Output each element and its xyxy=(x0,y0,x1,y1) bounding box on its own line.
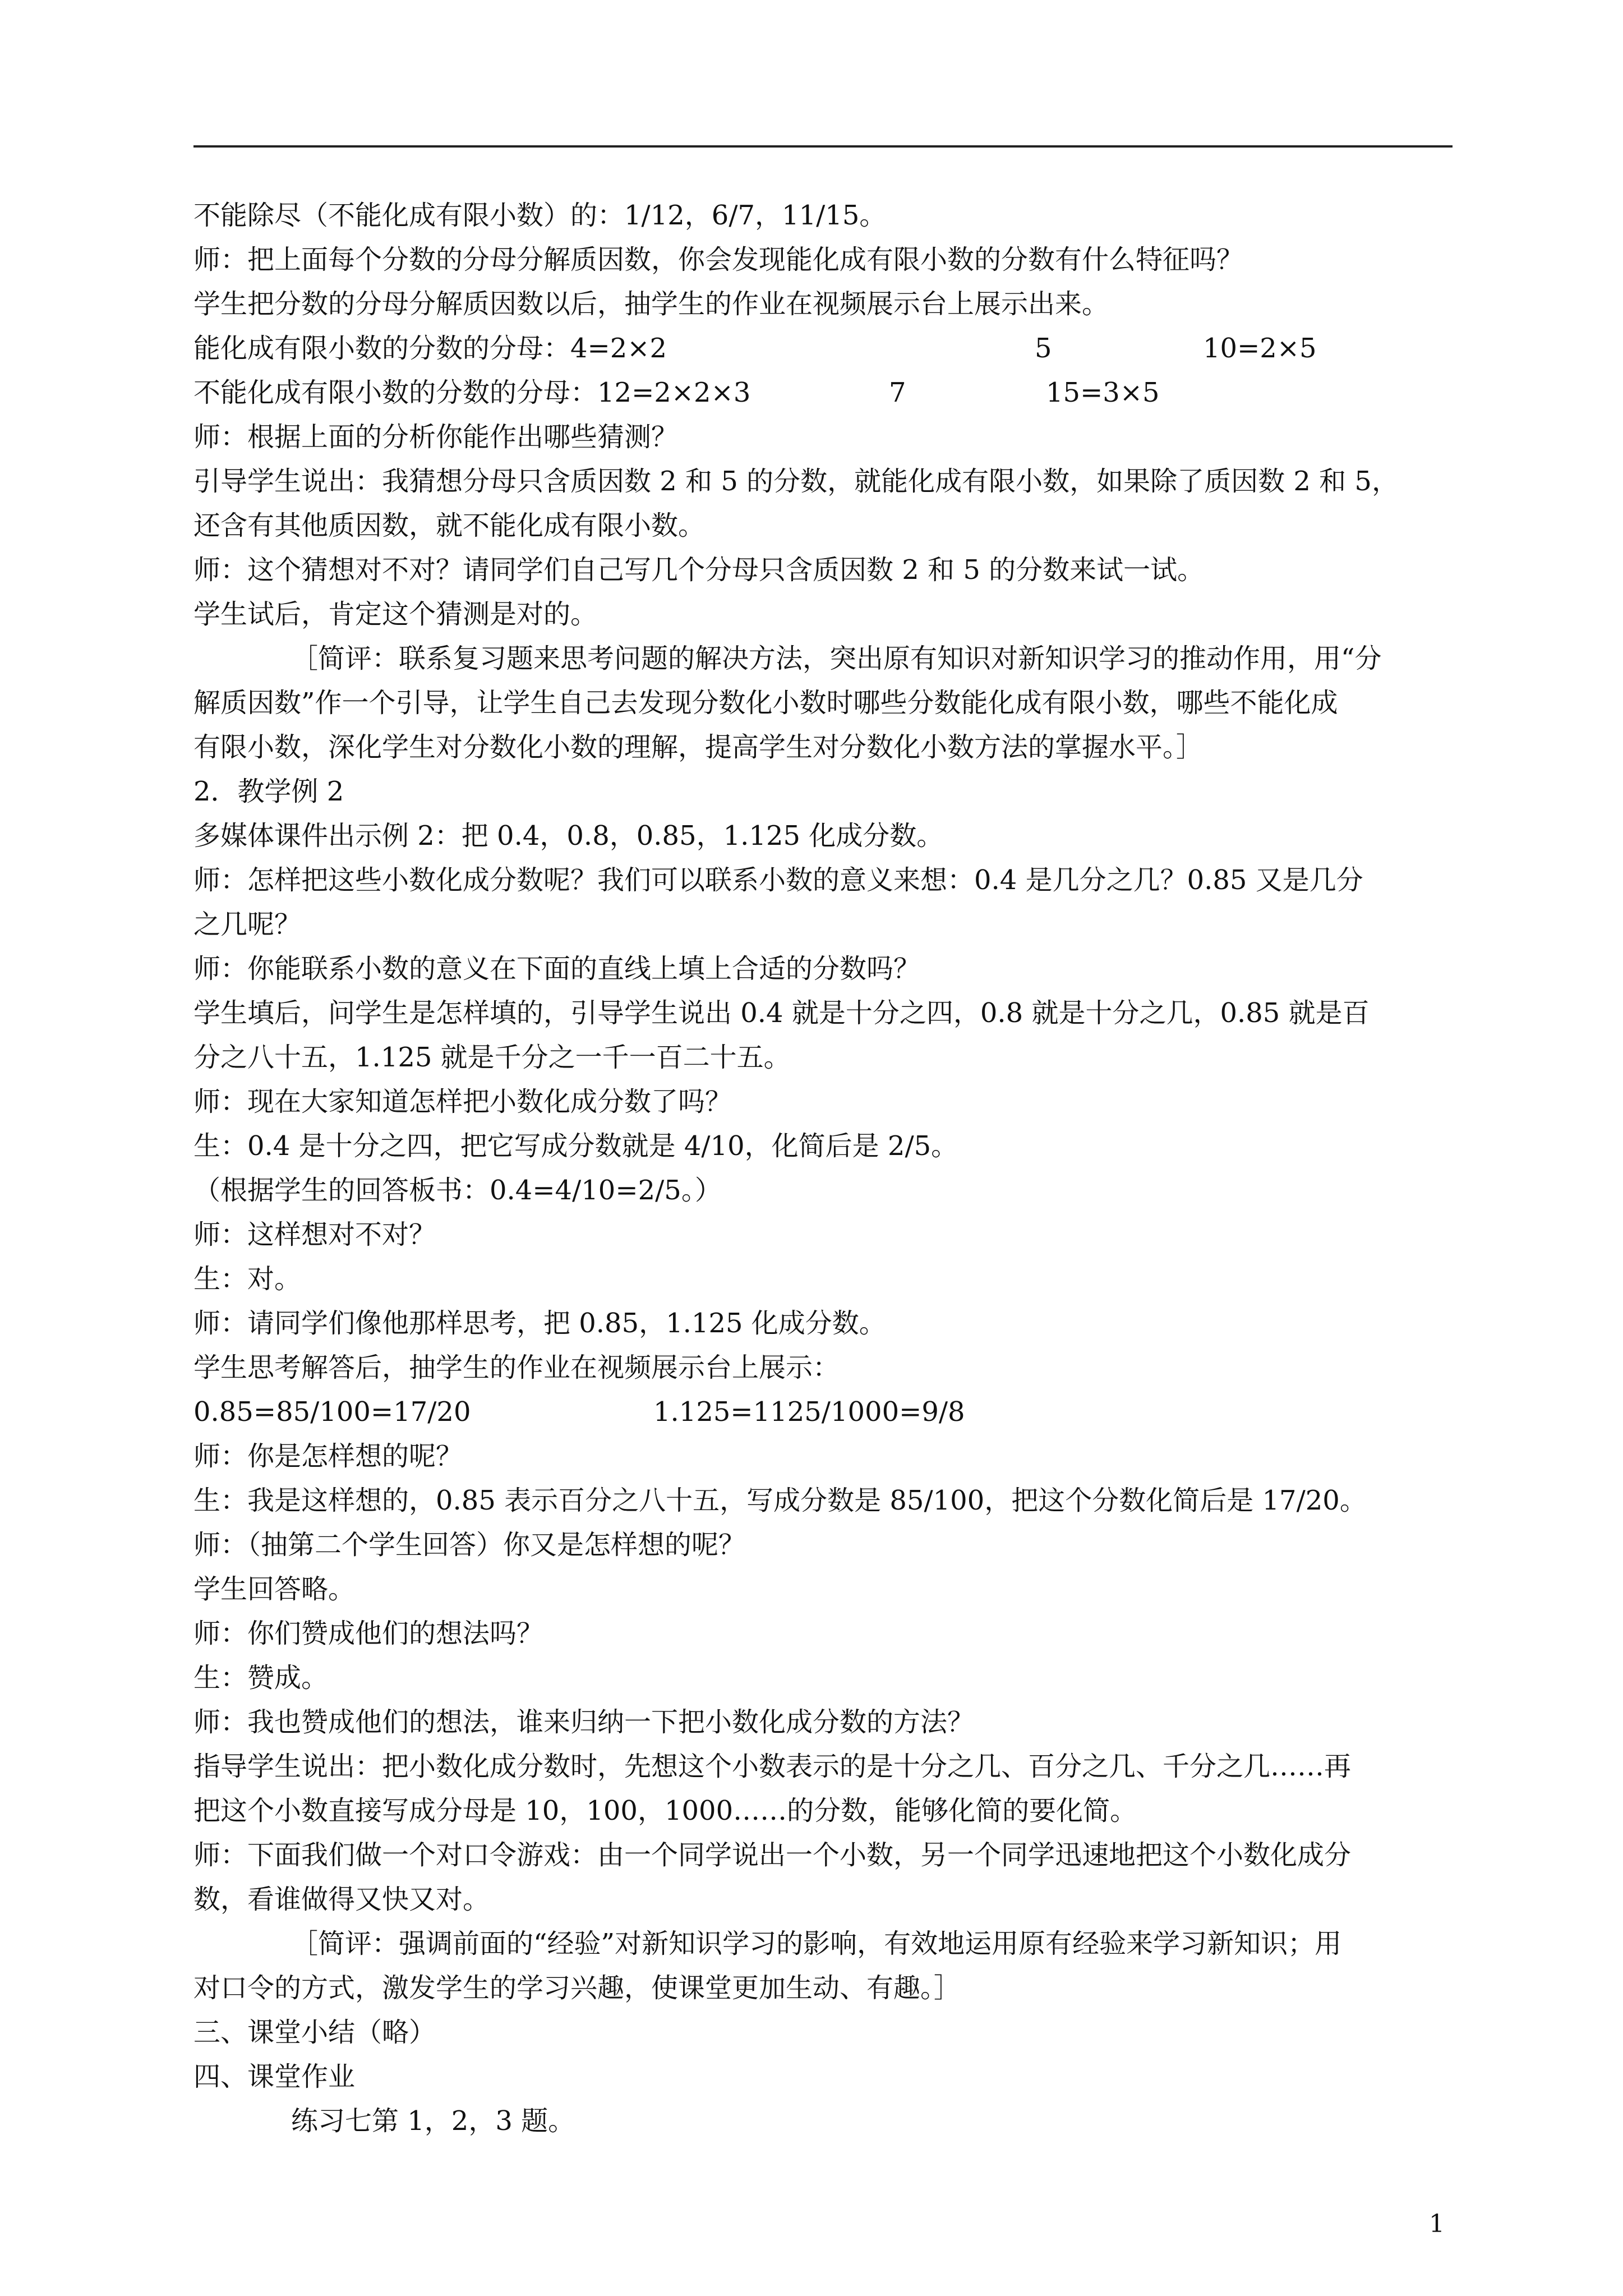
comment-paragraph: 解质因数”作一个引导，让学生自己去发现分数化小数时哪些分数能化成有限小数，哪些不能化成 xyxy=(193,687,1338,719)
header-rule xyxy=(193,145,1453,148)
row-cell: 能化成有限小数的分数的分母：4=2×2 xyxy=(193,333,667,364)
paragraph: 学生试后，肯定这个猜测是对的。 xyxy=(193,599,598,630)
paragraph: 师：怎样把这些小数化成分数呢？我们可以联系小数的意义来想：0.4 是几分之几？0.85 又是几分 xyxy=(193,864,1363,896)
paragraph: 师：你们赞成他们的想法吗？ xyxy=(193,1618,544,1649)
paragraph: 学生填后，问学生是怎样填的，引导学生说出 0.4 就是十分之四，0.8 就是十分之几，0.85 就是百 xyxy=(193,997,1370,1029)
paragraph: 生：赞成。 xyxy=(193,1662,329,1694)
paragraph: 数，看谁做得又快又对。 xyxy=(193,1884,490,1915)
paragraph: 生：对。 xyxy=(193,1263,302,1295)
row-cell: 15=3×5 xyxy=(1046,377,1160,408)
paragraph: 学生把分数的分母分解质因数以后，抽学生的作业在视频展示台上展示出来。 xyxy=(193,288,1109,320)
paragraph: 师：（抽第二个学生回答）你又是怎样想的呢？ xyxy=(193,1529,746,1561)
paragraph: （根据学生的回答板书：0.4=4/10=2/5。） xyxy=(193,1175,722,1206)
section-heading: 三、课堂小结（略） xyxy=(193,2017,436,2048)
paragraph: 指导学生说出：把小数化成分数时，先想这个小数表示的是十分之几、百分之几、千分之几……再 xyxy=(193,1751,1352,1782)
row-cell: 5 xyxy=(1035,333,1052,364)
paragraph: 师：我也赞成他们的想法，谁来归纳一下把小数化成分数的方法？ xyxy=(193,1706,975,1738)
paragraph: 师：你能联系小数的意义在下面的直线上填上合适的分数吗？ xyxy=(193,953,921,984)
paragraph: 分之八十五，1.125 就是千分之一千一百二十五。 xyxy=(193,1042,791,1073)
denominator-row-infinite xyxy=(193,371,1453,415)
section-heading: 四、课堂作业 xyxy=(193,2061,356,2092)
paragraph: 师：根据上面的分析你能作出哪些猜测？ xyxy=(193,421,679,453)
paragraph: 师：把上面每个分数的分母分解质因数，你会发现能化成有限小数的分数有什么特征吗？ xyxy=(193,244,1244,275)
paragraph: 学生思考解答后，抽学生的作业在视频展示台上展示： xyxy=(193,1352,840,1383)
paragraph: 之几呢？ xyxy=(193,909,302,940)
paragraph: 多媒体课件出示例 2：把 0.4，0.8，0.85，1.125 化成分数。 xyxy=(193,820,944,852)
comment-paragraph: 对口令的方式，激发学生的学习兴趣，使课堂更加生动、有趣。］ xyxy=(193,1972,961,2004)
paragraph: 还含有其他质因数，就不能化成有限小数。 xyxy=(193,510,706,541)
row-cell: 不能化成有限小数的分数的分母：12=2×2×3 xyxy=(193,377,751,408)
row-cell: 10=2×5 xyxy=(1203,333,1317,364)
row-cell: 7 xyxy=(889,377,906,408)
paragraph: 师：你是怎样想的呢？ xyxy=(193,1441,463,1472)
section-heading: 2．教学例 2 xyxy=(193,776,344,807)
paragraph: 引导学生说出：我猜想分母只含质因数 2 和 5 的分数，就能化成有限小数，如果除了质因数 2 和 5， xyxy=(193,466,1399,497)
paragraph: 练习七第 1，2，3 题。 xyxy=(291,2105,575,2137)
paragraph: 学生回答略。 xyxy=(193,1573,356,1605)
paragraph: 生：我是这样想的，0.85 表示百分之八十五，写成分数是 85/100，把这个分数化简后是 17/20。 xyxy=(193,1485,1367,1516)
comment-paragraph: ［简评：联系复习题来思考问题的解决方法，突出原有知识对新知识学习的推动作用，用“分 xyxy=(291,643,1382,674)
row-cell: 1.125=1125/1000=9/8 xyxy=(653,1396,965,1428)
paragraph: 师：这个猜想对不对？请同学们自己写几个分母只含质因数 2 和 5 的分数来试一试。 xyxy=(193,554,1205,586)
comment-paragraph: 有限小数，深化学生对分数化小数的理解，提高学生对分数化小数方法的掌握水平。］ xyxy=(193,731,1204,763)
comment-paragraph: ［简评：强调前面的“经验”对新知识学习的影响，有效地运用原有经验来学习新知识；用 xyxy=(291,1928,1342,1959)
paragraph: 师：现在大家知道怎样把小数化成分数了吗？ xyxy=(193,1086,732,1117)
paragraph: 师：下面我们做一个对口令游戏：由一个同学说出一个小数，另一个同学迅速地把这个小数化成分 xyxy=(193,1839,1352,1871)
paragraph: 师：这样想对不对？ xyxy=(193,1219,436,1250)
page-number: 1 xyxy=(1429,2210,1445,2238)
paragraph: 生：0.4 是十分之四，把它写成分数就是 4/10，化简后是 2/5。 xyxy=(193,1130,958,1162)
row-cell: 0.85=85/100=17/20 xyxy=(193,1396,471,1428)
paragraph: 把这个小数直接写成分母是 10，100，1000……的分数，能够化简的要化简。 xyxy=(193,1795,1137,1826)
answer-row xyxy=(193,1390,1453,1434)
document-body xyxy=(193,194,1453,2143)
paragraph: 不能除尽（不能化成有限小数）的：1/12，6/7，11/15。 xyxy=(193,200,887,231)
paragraph: 师：请同学们像他那样思考，把 0.85，1.125 化成分数。 xyxy=(193,1308,886,1339)
denominator-row-finite xyxy=(193,326,1453,371)
